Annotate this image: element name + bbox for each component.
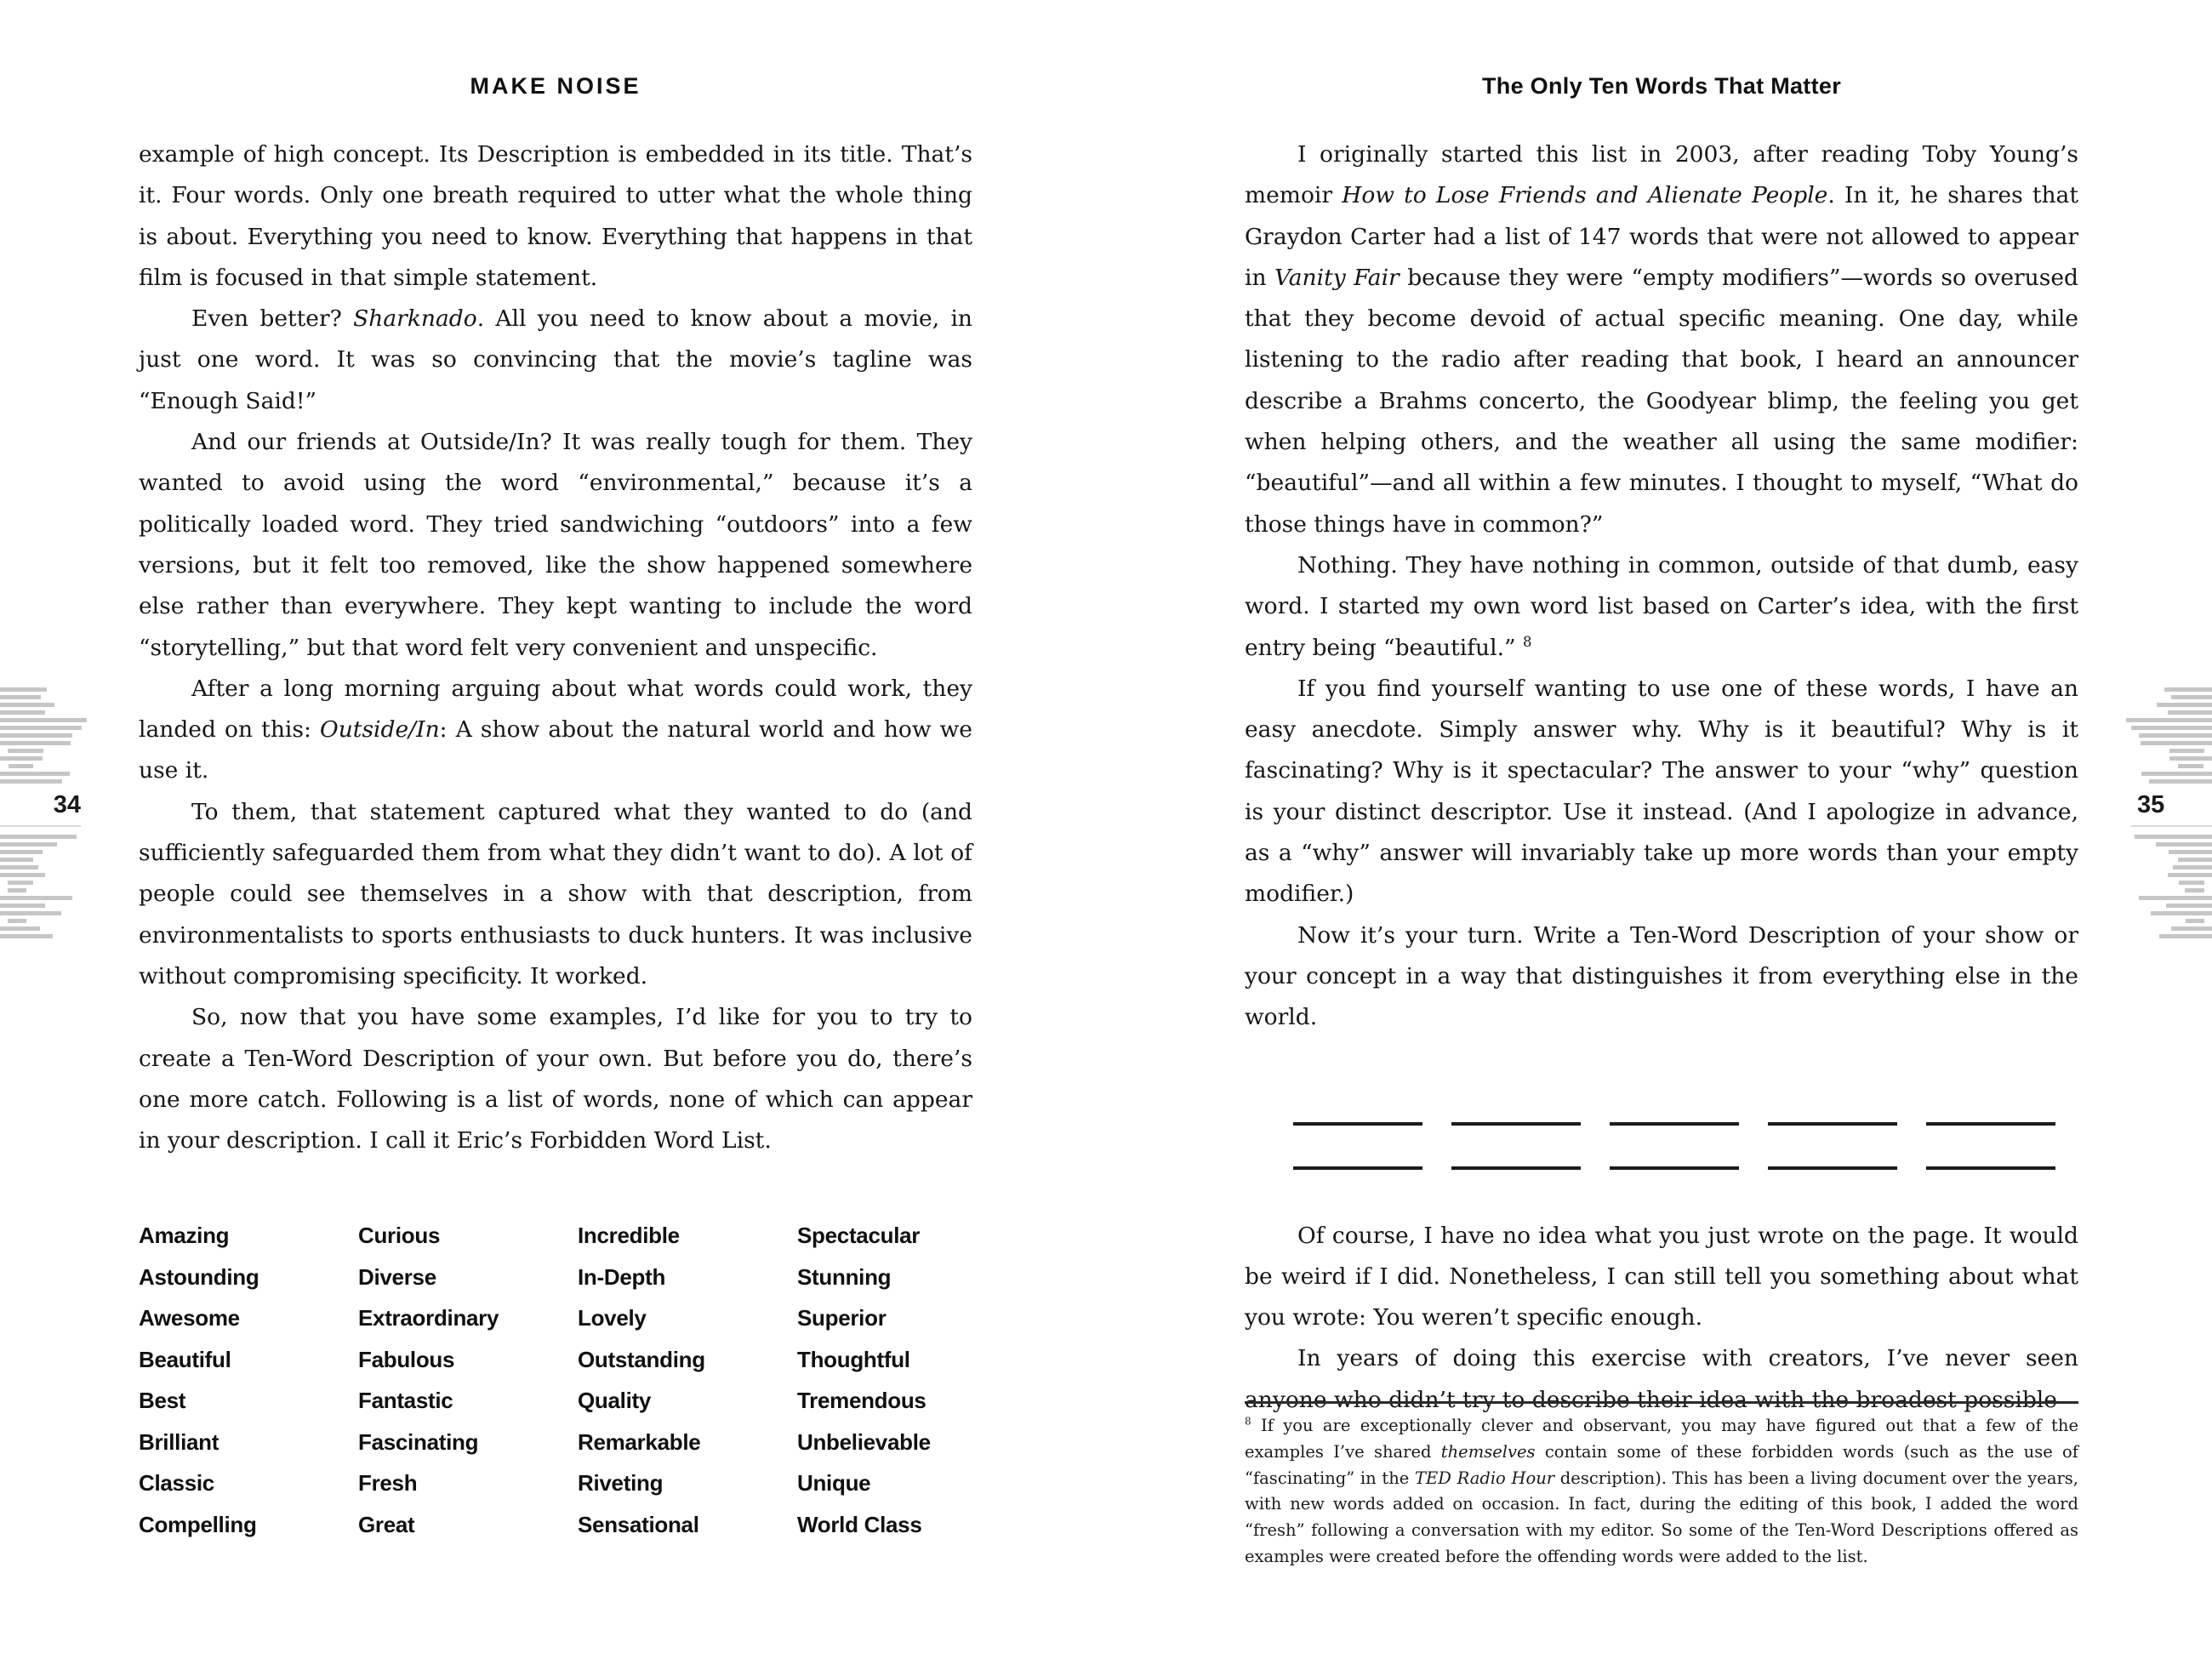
paragraph <box>139 134 972 299</box>
forbidden-word: Extraordinary <box>358 1305 499 1331</box>
forbidden-word: Thoughtful <box>797 1346 910 1372</box>
forbidden-word: Fabulous <box>358 1346 455 1372</box>
waveform-bar <box>0 934 53 938</box>
footnote-rule <box>1245 1401 2078 1404</box>
forbidden-word: Lovely <box>578 1305 647 1331</box>
waveform-bar <box>0 741 71 745</box>
waveform-bar <box>2164 687 2212 692</box>
footnote-text <box>1245 1413 2078 1571</box>
waveform-bar <box>2168 710 2212 715</box>
forbidden-word: In-Depth <box>578 1263 666 1290</box>
waveform-bar <box>2141 772 2212 776</box>
waveform-bar <box>0 726 82 730</box>
waveform-bar <box>2178 764 2203 768</box>
waveform-bar <box>2159 934 2212 938</box>
running-head-left: MAKE NOISE <box>470 73 641 99</box>
ten-word-write-in-blanks <box>1245 1085 2078 1173</box>
forbidden-word: Superior <box>797 1305 887 1331</box>
forbidden-word: Incredible <box>578 1223 680 1248</box>
paragraph <box>1245 915 2078 1039</box>
waveform-bars <box>0 835 94 938</box>
word-list-column <box>797 1215 972 1545</box>
text-run: So, now that you have some examples, I’d like for you to try to create a Ten-Word Description of your own. But before you do, there’s one more catch. Following is a list of words, none of which can appear in your description. I call it Eric’s Forbidden Word List. <box>139 1004 972 1154</box>
forbidden-word: Riveting <box>578 1470 664 1496</box>
paragraph <box>139 422 972 669</box>
text-run: And our friends at Outside/In? It was really tough for them. They wanted to avoid using the word “environmental,” because it’s a politically loaded word. They tried sandwiching “outdoors” into a few versions, but it felt too removed, like the show happened somewhere else rather than everywhere. They kept wanting to include the word “storytelling,” but that word felt very convenient and unspecific. <box>139 429 972 661</box>
text-run: . In it, he shares that Graydon Carter had a list of 147 words that were not allowed to appear in <box>1245 182 2078 291</box>
waveform-bar <box>2166 904 2212 908</box>
waveform-bars <box>0 687 94 784</box>
write-in-blank <box>1293 1166 1422 1170</box>
forbidden-word: World Class <box>797 1511 922 1537</box>
forbidden-word: Amazing <box>139 1223 230 1248</box>
forbidden-word: Unbelievable <box>797 1428 931 1455</box>
waveform-bar <box>2139 733 2212 738</box>
text-run: example of high concept. Its Description is embedded in its title. That’s it. Four words. Only one breath required to utter what the whole thing is about. Everything you need to know. Everything that happens in that film is focused in that simple statement. <box>139 141 972 291</box>
waveform-bar <box>2169 749 2204 753</box>
waveform-bar <box>2157 703 2212 707</box>
text-run: Now it’s your turn. Write a Ten-Word Description of your show or your concept in a way that distinguishes it from everything else in the world. <box>1245 921 2078 1031</box>
waveform-bar <box>0 718 87 722</box>
write-in-blank <box>1451 1122 1581 1126</box>
waveform-bar <box>0 911 61 915</box>
text-run: description). This has been a living document over the years, with new words added on occasion. In fact, during the editing of this book, I added the word “fresh” following a conversation with my editor. So some of the Ten-Word Descriptions offered as examples were created before the offending words were added to the list. <box>1245 1468 2078 1566</box>
page-number-left: 34 <box>53 791 81 818</box>
waveform-bar <box>2156 842 2212 847</box>
write-in-blank <box>1610 1166 1739 1170</box>
forbidden-word: Sensational <box>578 1511 699 1537</box>
text-run: To them, that statement captured what they wanted to do (and sufficiently safeguarded them from what they didn’t want to do). A lot of people could see themselves in a show with that description, from environmentalists to sports enthusiasts to duck hunters. It was inclusive without compromising specificity. It worked. <box>139 798 972 989</box>
waveform-bar <box>2186 919 2204 923</box>
paragraph <box>1245 134 2078 545</box>
forbidden-word-list <box>139 1215 972 1545</box>
write-in-blank <box>1610 1122 1739 1126</box>
page-number-right: 35 <box>2137 791 2165 818</box>
waveform-bar <box>2126 718 2212 722</box>
write-in-blank <box>1926 1166 2055 1170</box>
text-run: TED Radio Hour <box>1415 1468 1555 1488</box>
footnote <box>1245 1401 2078 1571</box>
waveform-bars <box>2118 687 2212 784</box>
waveform-bar <box>2131 726 2212 730</box>
forbidden-word: Beautiful <box>139 1346 231 1372</box>
forbidden-word: Stunning <box>797 1263 892 1290</box>
word-list-column <box>358 1215 578 1545</box>
text-run: I originally started this list in 2003, after reading Toby Young’s memoir <box>1245 141 2078 209</box>
forbidden-word: Brilliant <box>139 1428 219 1455</box>
forbidden-word: Spectacular <box>797 1223 921 1248</box>
forbidden-word: Unique <box>797 1470 871 1496</box>
forbidden-word: Diverse <box>358 1263 436 1290</box>
waveform-bar <box>8 919 26 923</box>
waveform-bar <box>0 710 45 715</box>
paragraph <box>139 792 972 997</box>
margin-hairline <box>2131 825 2212 827</box>
text-run: After a long morning arguing about what words could work, they landed on this: <box>139 675 972 744</box>
text-run: . All you need to know about a movie, in just one word. It was so convincing that the movie’s tagline was “Enough Said!” <box>139 305 972 414</box>
forbidden-word: Classic <box>139 1470 214 1496</box>
waveform-bar <box>0 865 38 869</box>
waveform-bar <box>0 695 41 699</box>
text-run: because they were “empty modifiers”—words so overused that they become devoid of actual specific meaning. One day, while listening to the radio after reading that book, I heard an announcer describe a Brahms concerto, the Goodyear blimp, the feeling you get when helping others, and the weather all using the same modifier: “beautiful”—and all within a few minutes. I thought to myself, “What do those things have in common?” <box>1245 264 2078 538</box>
paragraph <box>1245 669 2078 915</box>
waveform-bar <box>2171 926 2212 931</box>
waveform-bar <box>2179 881 2204 885</box>
waveform-bar <box>8 881 33 885</box>
waveform-bars <box>2118 835 2212 938</box>
text-run: themselves <box>1440 1441 1536 1462</box>
forbidden-word: Outstanding <box>578 1346 705 1372</box>
left-margin-decoration <box>0 687 94 938</box>
forbidden-word: Fantastic <box>358 1388 453 1413</box>
write-in-blank <box>1768 1166 1897 1170</box>
forbidden-word: Fresh <box>358 1470 418 1496</box>
write-in-blank <box>1451 1166 1581 1170</box>
waveform-bar <box>2149 779 2212 784</box>
text-run: contain some of these forbidden words (such as the use of “fascinating” in the <box>1245 1441 2078 1488</box>
blank-row <box>1293 1129 2078 1173</box>
text-run: Of course, I have no idea what you just wrote on the page. It would be weird if I did. Nonetheless, I can still tell you something about what you wrote: You weren’t specific enough. <box>1245 1222 2078 1331</box>
paragraph <box>139 997 972 1161</box>
paragraph <box>139 669 972 792</box>
waveform-bar <box>2135 835 2212 839</box>
text-run: 8 <box>1522 633 1532 650</box>
word-list-column <box>578 1215 797 1545</box>
waveform-bar <box>0 904 45 908</box>
waveform-bar <box>2151 911 2212 915</box>
forbidden-word: Quality <box>578 1388 652 1413</box>
text-run: : A show about the natural world and how we use it. <box>139 716 972 784</box>
page-left-body <box>139 134 972 1537</box>
waveform-bar <box>0 779 62 784</box>
waveform-bar <box>2178 858 2212 862</box>
margin-hairline <box>0 825 81 827</box>
text-run: Nothing. They have nothing in common, outside of that dumb, easy word. I started my own word list based on Carter’s idea, with the first entry being “beautiful.” <box>1245 551 2078 661</box>
waveform-bar <box>9 764 33 768</box>
waveform-bar <box>8 749 43 753</box>
forbidden-word: Compelling <box>139 1511 257 1537</box>
text-run: How to Lose Friends and Alienate People <box>1342 182 1828 209</box>
text-run: If you are exceptionally clever and observant, you may have figured out that a few of the examples I’ve shared <box>1245 1416 2078 1462</box>
forbidden-word: Astounding <box>139 1263 259 1290</box>
waveform-bar <box>0 842 57 847</box>
waveform-bar <box>0 756 43 761</box>
forbidden-word: Best <box>139 1388 186 1413</box>
forbidden-word: Remarkable <box>578 1428 701 1455</box>
forbidden-word: Great <box>358 1511 415 1537</box>
blank-row <box>1293 1085 2078 1129</box>
waveform-bar <box>2139 896 2212 900</box>
waveform-bar <box>0 926 40 931</box>
forbidden-word: Awesome <box>139 1305 240 1331</box>
page-right-body <box>1245 134 2078 1566</box>
paragraph <box>1245 545 2078 669</box>
running-head-right: The Only Ten Words That Matter <box>1481 73 1842 99</box>
waveform-bar <box>0 772 70 776</box>
waveform-bar <box>0 687 47 692</box>
waveform-bar <box>0 858 33 862</box>
forbidden-word: Curious <box>358 1223 441 1248</box>
text-run: 8 <box>1245 1415 1251 1428</box>
right-margin-decoration <box>2118 687 2212 938</box>
write-in-blank <box>1768 1122 1897 1126</box>
forbidden-word: Tremendous <box>797 1388 926 1413</box>
waveform-bar <box>8 888 26 892</box>
waveform-bar <box>0 896 72 900</box>
waveform-bar <box>0 703 54 707</box>
word-list-column <box>139 1215 358 1545</box>
paragraph <box>139 299 972 422</box>
waveform-bar <box>0 835 77 839</box>
text-run: In years of doing this exercise with creators, I’ve never seen anyone who didn’t try to describe their idea with the broadest possible <box>1245 1345 2078 1413</box>
waveform-bar <box>0 873 45 877</box>
write-in-blank <box>1293 1122 1422 1126</box>
waveform-bar <box>0 733 72 738</box>
text-run: If you find yourself wanting to use one of these words, I have an easy anecdote. Simply answer why. Why is it beautiful? Why is it fascinating? Why is it spectacular? The answer to your “why” question is your distinct descriptor. Use it instead. (And I apologize in advance, as a “why” answer will invariably take up more words than your empty modifier.) <box>1245 675 2078 908</box>
waveform-bar <box>2185 888 2204 892</box>
text-run: Outside/In <box>320 716 440 744</box>
waveform-bar <box>0 850 43 854</box>
waveform-bar <box>2171 695 2212 699</box>
text-run: Sharknado <box>353 305 477 333</box>
forbidden-word: Fascinating <box>358 1428 479 1455</box>
waveform-bar <box>2169 756 2212 761</box>
waveform-bar <box>2169 850 2212 854</box>
waveform-bar <box>2173 865 2212 869</box>
waveform-bar <box>2168 873 2212 877</box>
text-run: Even better? <box>191 305 354 333</box>
text-run: Vanity Fair <box>1274 264 1400 291</box>
waveform-bar <box>2141 741 2212 745</box>
write-in-blank <box>1926 1122 2055 1126</box>
paragraph <box>1245 1216 2078 1339</box>
